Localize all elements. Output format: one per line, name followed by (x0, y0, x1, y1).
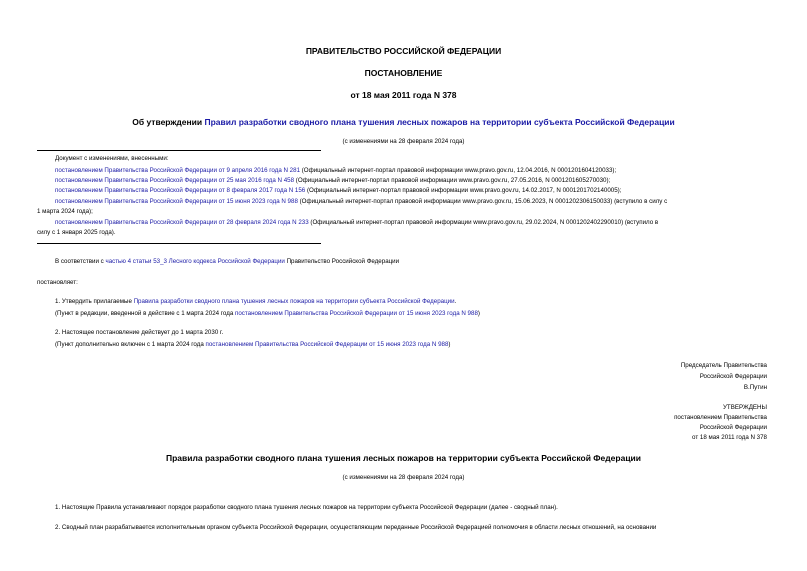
forest-code-link[interactable]: частью 4 статьи 53_3 Лесного кодекса Российской Федерации (105, 258, 285, 265)
rules-revision: (с изменениями на 28 февраля 2024 года) (342, 474, 465, 481)
point-1-suffix: . (454, 298, 457, 305)
preamble (55, 258, 399, 265)
document-title (0, 117, 807, 127)
point-2-note (55, 341, 450, 348)
signature-org: Российской Федерации (699, 373, 767, 380)
preamble-prefix: В соответствии с (55, 258, 106, 265)
signature-title: Председатель Правительства (680, 362, 767, 369)
rules-paragraph-1: 1. Настоящие Правила устанавливают порядок разработки сводного плана тушения лесных пожаров на территории субъекта Российской Федерации (далее - сводный план). (55, 504, 558, 511)
amendment-link[interactable]: постановлением Правительства Российской Федерации от 25 мая 2016 года N 458 (55, 177, 295, 184)
document-type: ПОСТАНОВЛЕНИЕ (364, 68, 443, 78)
title-link[interactable]: Правил разработки сводного плана тушения лесных пожаров на территории субъекта Российской Федерации (204, 117, 675, 127)
rules-title: Правила разработки сводного плана тушения лесных пожаров на территории субъекта Российской Федерации (165, 453, 641, 463)
title-prefix: Об утверждении (132, 117, 205, 127)
government-heading: ПРАВИТЕЛЬСТВО РОССИЙСКОЙ ФЕДЕРАЦИИ (305, 46, 502, 56)
note-suffix: ) (477, 310, 480, 317)
amendment-link[interactable]: постановлением Правительства Российской Федерации от 28 февраля 2024 года N 233 (55, 219, 309, 226)
note-prefix: (Пункт в редакции, введенной в действие с 1 марта 2024 года (55, 310, 235, 317)
amendment-item (55, 198, 667, 205)
amendment-item (55, 177, 610, 184)
point-1 (55, 298, 456, 305)
approved-date: от 18 мая 2011 года N 378 (692, 434, 767, 441)
signature-name: В.Путин (743, 384, 767, 391)
decides-label: постановляет: (37, 279, 78, 286)
document-date-number: от 18 мая 2011 года N 378 (350, 90, 457, 100)
rules-paragraph-2: 2. Сводный план разрабатывается исполнительным органом субъекта Российской Федерации, осуществляющим переданные Российской Федерацией полномочия в области лесных отношений, на основании (55, 524, 657, 531)
amendment-text: (Официальный интернет-портал правовой информации www.pravo.gov.ru, 29.02.2024, N 0001202402290010) (вступило в (308, 219, 659, 226)
amendments-bottom-divider (37, 243, 321, 244)
approved-org: Российской Федерации (699, 424, 767, 431)
point-2: 2. Настоящее постановление действует до 1 марта 2030 г. (55, 329, 224, 336)
amendment-item (55, 219, 658, 226)
title-revision: (с изменениями на 28 февраля 2024 года) (342, 138, 465, 145)
note-suffix: ) (448, 341, 451, 348)
amendment-link[interactable]: постановлением Правительства Российской Федерации от 9 апреля 2016 года N 281 (55, 167, 301, 174)
point-1-prefix: 1. Утвердить прилагаемые (55, 298, 134, 305)
approved-by: постановлением Правительства (674, 414, 767, 421)
amendment-link[interactable]: постановлением Правительства Российской Федерации от 15 июня 2023 года N 988 (55, 198, 298, 205)
amendment-text: (Официальный интернет-портал правовой информации www.pravo.gov.ru, 15.06.2023, N 0001202306150033) (вступило в силу с (297, 198, 668, 205)
amendment-text: (Официальный интернет-портал правовой информации www.pravo.gov.ru, 12.04.2016, N 0001201604120033); (300, 167, 617, 174)
amendment-text: (Официальный интернет-портал правовой информации www.pravo.gov.ru, 14.02.2017, N 0001201702140005); (305, 187, 622, 194)
amendments-top-divider (37, 150, 321, 151)
amendment-item-continuation: силу с 1 января 2025 года). (37, 229, 116, 236)
amendment-item-continuation: 1 марта 2024 года); (37, 208, 93, 215)
amendment-item (55, 167, 616, 174)
amendment-link[interactable]: постановлением Правительства Российской Федерации от 8 февраля 2017 года N 156 (55, 187, 306, 194)
note-link[interactable]: постановлением Правительства Российской Федерации от 15 июня 2023 года N 988 (205, 341, 449, 348)
preamble-suffix: Правительство Российской Федерации (284, 258, 400, 265)
note-link[interactable]: постановлением Правительства Российской Федерации от 15 июня 2023 года N 988 (235, 310, 478, 317)
note-prefix: (Пункт дополнительно включен с 1 марта 2024 года (55, 341, 206, 348)
amendments-intro: Документ с изменениями, внесенными: (55, 155, 169, 162)
point-1-note (55, 310, 480, 317)
amendment-text: (Официальный интернет-портал правовой информации www.pravo.gov.ru, 27.05.2016, N 0001201605270030); (294, 177, 611, 184)
amendment-item (55, 187, 621, 194)
rules-link[interactable]: Правила разработки сводного плана тушения лесных пожаров на территории субъекта Российской Федерации (133, 298, 455, 305)
approved-label: УТВЕРЖДЕНЫ (723, 404, 767, 411)
